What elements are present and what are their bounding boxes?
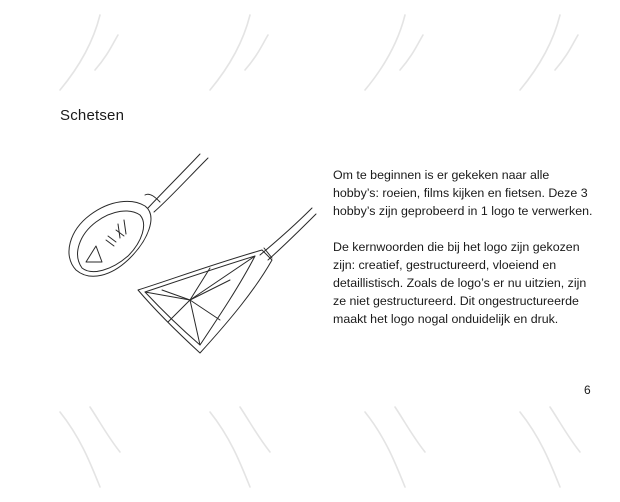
watermark-row-bottom: [0, 392, 620, 502]
curved-line-watermark-icon: [365, 407, 425, 487]
paragraph-keywords: De kernwoorden die bij het logo zijn gekozen zijn: creatief, gestructureerd, vloeiend en detaillistisch. Zoals de logo’s er nu uitzien, zijn ze niet gestructureerd. Dit ongestructureerde maakt het logo nogal onduidelijk en druk.: [333, 240, 587, 326]
curved-line-watermark-icon: [60, 407, 120, 487]
paragraph-intro: Om te beginnen is er gekeken naar alle hobby’s: roeien, films kijken en fietsen. Deze 3 hobby’s zijn geprobeerd in 1 logo te verwerken.: [333, 168, 593, 218]
curved-line-watermark-icon: [210, 407, 270, 487]
page-title: Schetsen: [60, 107, 125, 124]
curved-line-watermark-icon: [520, 407, 580, 487]
curved-line-watermark-icon: [60, 15, 118, 90]
watermark-row-top: [0, 0, 620, 110]
page-number: 6: [584, 383, 591, 397]
body-text: [333, 166, 593, 328]
curved-line-watermark-icon: [520, 15, 578, 90]
curved-line-watermark-icon: [210, 15, 268, 90]
oar-logo-sketch: [50, 140, 330, 365]
curved-line-watermark-icon: [365, 15, 423, 90]
